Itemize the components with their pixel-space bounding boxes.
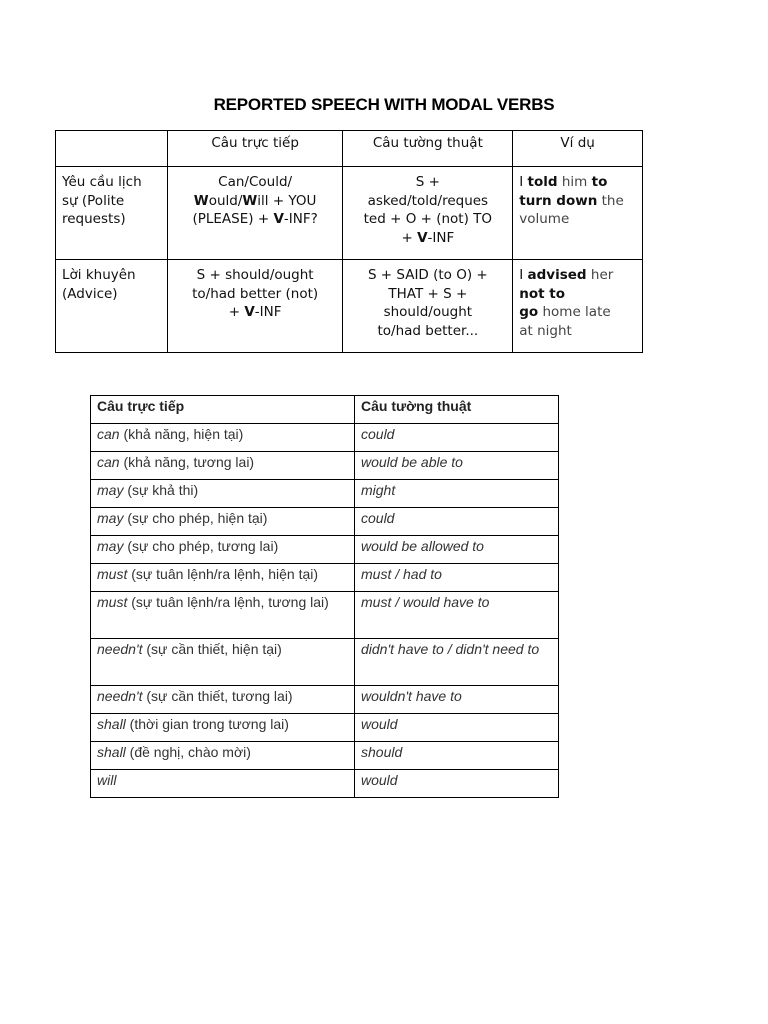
reported-speech-cell: S + SAID (to O) + THAT + S + should/ought to/had better...	[343, 260, 513, 353]
table-row	[91, 564, 559, 592]
direct-modal-cell: will	[91, 770, 355, 798]
table-header-row	[91, 396, 559, 424]
direct-speech-cell: S + should/ought to/had better (not) + V-INF	[167, 260, 343, 353]
reported-modal-cell: should	[355, 742, 559, 770]
direct-modal-cell: shall (đề nghị, chào mời)	[91, 742, 355, 770]
header-cell-empty	[56, 131, 168, 167]
direct-modal-cell: must (sự tuân lệnh/ra lệnh, tương lai)	[91, 592, 355, 639]
header-cell: Câu tường thuật	[343, 131, 513, 167]
table-row	[91, 424, 559, 452]
table-row	[91, 536, 559, 564]
direct-modal-cell: may (sự cho phép, hiện tại)	[91, 508, 355, 536]
header-cell: Câu tường thuật	[355, 396, 559, 424]
header-cell: Ví dụ	[513, 131, 643, 167]
reported-modal-cell: didn't have to / didn't need to	[355, 639, 559, 686]
row-label: Lời khuyên (Advice)	[56, 260, 168, 353]
page-title: REPORTED SPEECH WITH MODAL VERBS	[213, 95, 555, 114]
reported-modal-cell: wouldn't have to	[355, 686, 559, 714]
row-label: Yêu cầu lịch sự (Polite requests)	[56, 167, 168, 260]
reported-modal-cell: could	[355, 508, 559, 536]
reported-modal-cell: would	[355, 714, 559, 742]
direct-modal-cell: may (sự khả thi)	[91, 480, 355, 508]
modal-patterns-table	[55, 130, 643, 353]
table-row	[91, 639, 559, 686]
reported-modal-cell: would be allowed to	[355, 536, 559, 564]
example-cell: I advised her not to go home late at night	[513, 260, 643, 353]
table-row	[91, 742, 559, 770]
header-cell: Câu trực tiếp	[167, 131, 343, 167]
direct-modal-cell: can (khả năng, tương lai)	[91, 452, 355, 480]
table-row	[91, 714, 559, 742]
example-cell: I told him to turn down the volume	[513, 167, 643, 260]
reported-modal-cell: would be able to	[355, 452, 559, 480]
reported-modal-cell: must / had to	[355, 564, 559, 592]
table-row	[91, 686, 559, 714]
direct-modal-cell: must (sự tuân lệnh/ra lệnh, hiện tại)	[91, 564, 355, 592]
direct-modal-cell: shall (thời gian trong tương lai)	[91, 714, 355, 742]
direct-modal-cell: needn't (sự cần thiết, tương lai)	[91, 686, 355, 714]
direct-modal-cell: needn't (sự cần thiết, hiện tại)	[91, 639, 355, 686]
direct-modal-cell: may (sự cho phép, tương lai)	[91, 536, 355, 564]
direct-speech-cell: Can/Could/ Would/Will + YOU (PLEASE) + V-INF?	[167, 167, 343, 260]
reported-modal-cell: would	[355, 770, 559, 798]
direct-modal-cell: can (khả năng, hiện tại)	[91, 424, 355, 452]
reported-speech-cell: S + asked/told/reques ted + O + (not) TO + V-INF	[343, 167, 513, 260]
table-row	[91, 508, 559, 536]
table-header-row	[56, 131, 643, 167]
table-row	[56, 167, 643, 260]
table-row	[56, 260, 643, 353]
reported-modal-cell: might	[355, 480, 559, 508]
reported-modal-cell: must / would have to	[355, 592, 559, 639]
modal-conversion-table	[90, 395, 559, 798]
table-row	[91, 592, 559, 639]
header-cell: Câu trực tiếp	[91, 396, 355, 424]
table-row	[91, 480, 559, 508]
table-row	[91, 452, 559, 480]
table-row	[91, 770, 559, 798]
reported-modal-cell: could	[355, 424, 559, 452]
